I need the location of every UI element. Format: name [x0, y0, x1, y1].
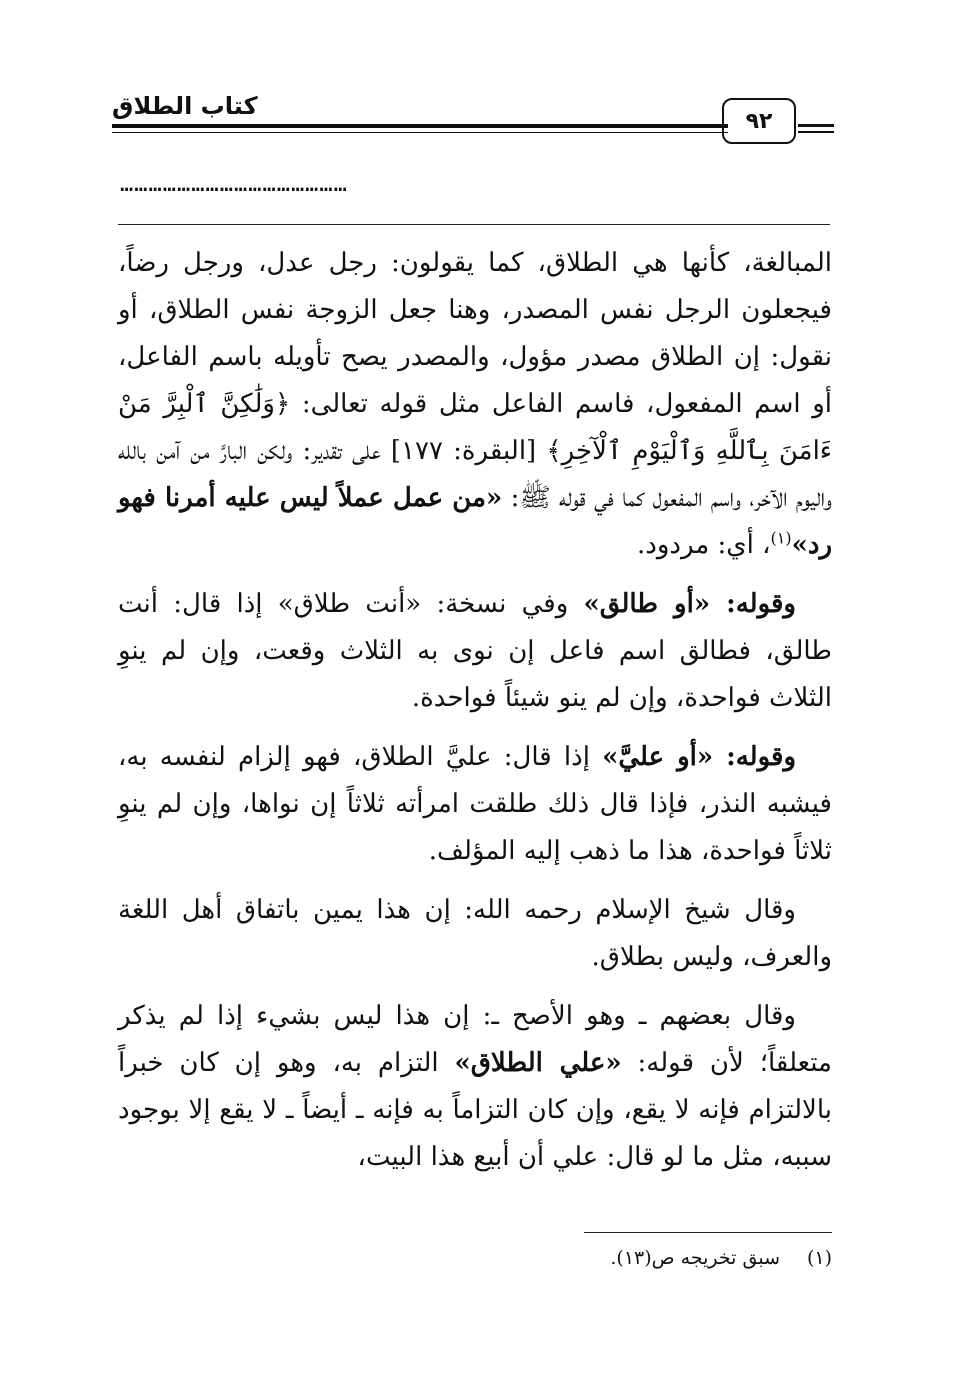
main-text	[118, 240, 832, 1181]
lead-word: وقوله:	[713, 742, 797, 772]
paragraph-5	[118, 993, 832, 1181]
paragraph-2	[118, 581, 832, 722]
text-segment: المبالغة، كأنها هي الطلاق، كما يقولون: رجل عدل، ورجل رضاً، فيجعلون الرجل نفس المصدر، وهنا جعل الزوجة نفس الطلاق، أو نقول: إن الطلاق مصدر مؤول، والمصدر يصح تأويله باسم الفاعل، أو اسم المفعول، فاسم الفاعل مثل قوله تعالى:	[118, 248, 832, 419]
footnote-number: (١)	[806, 1247, 832, 1269]
page-number: ٩٢	[722, 98, 796, 144]
quran-verse: ﴿وَلَٰكِنَّ ٱلْبِرَّ مَنْ ءَامَنَ بِٱللَّهِ وَٱلْيَوْمِ ٱلْآخِرِ﴾	[118, 389, 833, 466]
continuation-dots: …………………………………………	[120, 172, 348, 197]
text-segment: وقال بعضهم ـ وهو الأصح ـ: إن هذا ليس بشيء إذا لم يذكر متعلقاً؛ لأن قوله:	[118, 1001, 832, 1078]
quoted-term: «أو عليَّ»	[602, 742, 714, 772]
header-rule-right-lower	[798, 131, 834, 133]
quoted-term: «أو طالق»	[583, 589, 711, 619]
header-rule-thin	[112, 132, 728, 133]
lead-word: وقوله:	[710, 589, 796, 619]
text-segment: التزام به، وهو إن كان خبراً بالالتزام فإنه لا يقع، وإن كان التزاماً به فإنه ـ أيضاً ـ لا يقع إلا بوجود سببه، مثل ما لو قال: علي أن أبيع هذا البيت،	[118, 1048, 832, 1172]
hadith-quote: «من عمل عملاً ليس عليه أمرنا فهو رد»	[118, 483, 832, 560]
quoted-term: «علي الطلاق»	[454, 1048, 622, 1078]
text-segment: وفي نسخة: «أنت طلاق» إذا قال: أنت طالق، فطالق اسم فاعل إن نوى به الثلاث وقعت، وإن لم ينوِ الثلاث فواحدة، وإن لم ينو شيئاً فواحدة.	[118, 589, 832, 713]
paragraph-4	[118, 887, 832, 981]
text-segment: وقال شيخ الإسلام رحمه الله: إن هذا يمين باتفاق أهل اللغة والعرف، وليس بطلاق.	[118, 895, 832, 972]
text-segment: ، أي: مردود.	[637, 530, 771, 560]
header-rule-right-upper	[798, 124, 834, 127]
text-segment: إذا قال: عليَّ الطلاق، فهو إلزام لنفسه به، فيشبه النذر، فإذا قال ذلك طلقت امرأته ثلاثاً إن نواها، وإن لم ينوِ ثلاثاً فواحدة، هذا ما ذهب إليه المؤلف.	[118, 742, 832, 866]
footnote-rule	[584, 1232, 832, 1233]
paragraph-3	[118, 734, 832, 875]
header-rule-thick	[112, 124, 728, 128]
header-separator	[118, 224, 830, 225]
footnote-1	[118, 1244, 832, 1272]
footnote-marker: (١)	[770, 528, 792, 548]
running-title: كتاب الطلاق	[112, 92, 258, 120]
paragraph-1	[118, 240, 832, 569]
text-segment: [البقرة: ١٧٧] على تقدير: ولكن البارَّ من آمن بالله واليوم الآخر، واسم المفعول كما في قوله ﷺ:	[118, 436, 832, 513]
footnote-text: سبق تخريجه ص(١٣).	[610, 1247, 780, 1269]
